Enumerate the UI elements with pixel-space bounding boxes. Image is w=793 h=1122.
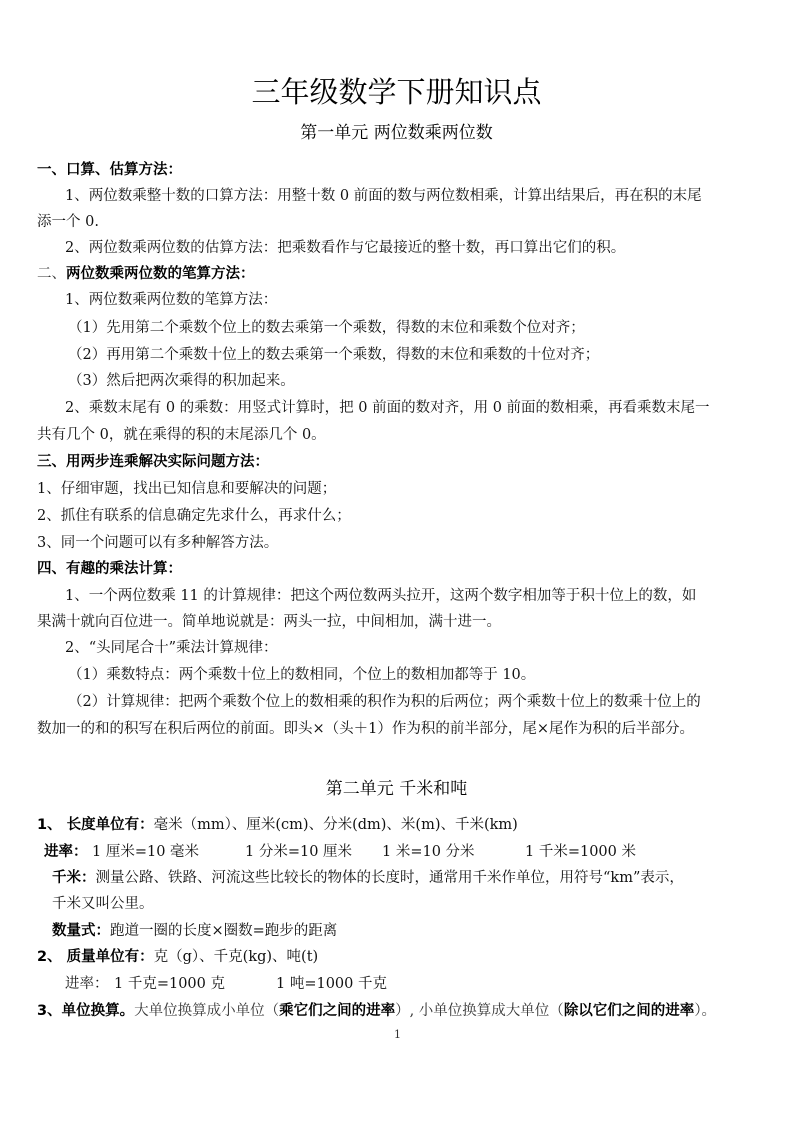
mass-rate-1: 1 千克=1000 克 <box>114 976 225 992</box>
length-units-value: 毫米（mm）、厘米(cm)、分米(dm)、米(m)、千米(km) <box>153 817 518 833</box>
s4-paragraph2: 2、“头同尾合十”乘法计算规律： <box>65 640 278 656</box>
km-definition-line1 <box>52 868 684 888</box>
unit1-title: 第一单元 两位数乘两位数 <box>300 123 493 143</box>
section1-heading: 一、口算、估算方法： <box>37 162 182 178</box>
s1-paragraph2: 2、两位数乘两位数的估算方法：把乘数看作与它最接近的整十数，再口算出它们的积。 <box>65 240 626 256</box>
s3-item-3: 3、同一个问题可以有多种解答方法。 <box>37 535 279 551</box>
s1-paragraph1-line1: 1、两位数乘整十数的口算方法：用整十数 0 前面的数与两位数相乘，计算出结果后，再在积的末尾 <box>65 188 702 204</box>
section3-heading: 三、用两步连乘解决实际问题方法： <box>37 454 269 470</box>
km-label: 千米： <box>52 870 96 886</box>
mass-rates-label: 进率： <box>65 976 109 992</box>
s2-paragraph2-line1: 2、乘数末尾有 0 的乘数：用竖式计算时，把 0 前面的数对齐，用 0 前面的数相乘，再看乘数末尾一 <box>65 400 710 416</box>
section2-heading-prefix: 二、 <box>37 266 66 282</box>
unit2-title: 第二单元 千米和吨 <box>325 779 468 799</box>
km-definition-text: 测量公路、铁路、河流这些比较长的物体的长度时，通常用千米作单位，用符号“km”表示， <box>95 870 684 886</box>
km-definition-line2: 千米又叫公里。 <box>52 896 154 912</box>
unit-conversion-line <box>37 1001 716 1021</box>
s4-paragraph1-line2: 果满十就向百位进一。简单地说就是：两头一拉，中间相加，满十进一。 <box>37 614 501 630</box>
quantity-formula-line <box>52 921 337 941</box>
conversion-text-1: 大单位换算成小单位（ <box>134 1003 280 1019</box>
mass-units-label: 2、 质量单位有： <box>37 949 154 965</box>
document-title: 三年级数学下册知识点 <box>251 75 542 109</box>
conversion-label: 3、单位换算。 <box>37 1003 135 1019</box>
section2-heading-text: 两位数乘两位数的笔算方法： <box>66 266 255 282</box>
mass-units-value: 克（g）、千克(kg)、吨(t) <box>153 949 319 965</box>
s4-rule2-line1: （2）计算规律：把两个乘数个位上的数相乘的积作为积的后两位；两个乘数十位上的数乘十位上的 <box>68 694 701 710</box>
length-units-line <box>37 815 518 835</box>
mass-rate-2: 1 吨=1000 千克 <box>276 976 387 992</box>
length-rate-2: 1 分米=10 厘米 <box>245 844 353 860</box>
length-units-label: 1、 长度单位有： <box>37 817 154 833</box>
s2-step3: （3）然后把两次乘得的积加起来。 <box>68 373 295 389</box>
length-rate-1: 1 厘米=10 毫米 <box>92 844 200 860</box>
conversion-text-2: ）, 小单位换算成大单位（ <box>395 1003 564 1019</box>
section4-heading: 四、有趣的乘法计算： <box>37 561 182 577</box>
s2-paragraph2-line2: 共有几个 0，就在乘得的积的末尾添几个 0。 <box>37 427 326 443</box>
s2-step1: （1）先用第二个乘数个位上的数去乘第一个乘数，得数的末位和乘数个位对齐； <box>68 320 585 336</box>
s2-step2: （2）再用第二个乘数十位上的数去乘第一个乘数，得数的末位和乘数的十位对齐； <box>68 347 600 363</box>
conversion-bold-2: 除以它们之间的进率 <box>563 1003 695 1019</box>
s4-rule2-line2: 数加一的和的积写在积后两位的前面。即头×（头＋1）作为积的前半部分，尾×尾作为积的后半部分。 <box>37 721 695 737</box>
length-rates-label: 进率： <box>44 844 88 860</box>
formula-text: 跑道一圈的长度×圈数=跑步的距离 <box>110 923 338 939</box>
length-rates-line <box>44 842 88 862</box>
s1-paragraph1-line2: 添一个 0. <box>37 214 99 230</box>
conversion-text-3: ）。 <box>694 1003 717 1019</box>
section2-heading <box>37 264 255 284</box>
length-rate-4: 1 千米=1000 米 <box>525 844 636 860</box>
length-rate-3: 1 米=10 分米 <box>382 844 475 860</box>
conversion-bold-1: 乘它们之间的进率 <box>279 1003 396 1019</box>
mass-units-line <box>37 947 318 967</box>
s2-paragraph1: 1、两位数乘两位数的笔算方法： <box>65 292 278 308</box>
s4-paragraph1-line1: 1、一个两位数乘 11 的计算规律：把这个两位数两头拉开，这两个数字相加等于积十位上的数，如 <box>65 588 697 604</box>
formula-label: 数量式： <box>52 923 110 939</box>
s4-rule1: （1）乘数特点：两个乘数十位上的数相同，个位上的数相加都等于 10。 <box>68 667 536 683</box>
s3-item-2: 2、抓住有联系的信息确定先求什么，再求什么； <box>37 508 351 524</box>
s3-item-1: 1、仔细审题，找出已知信息和要解决的问题； <box>37 481 337 497</box>
page-number: 1 <box>394 1028 401 1041</box>
